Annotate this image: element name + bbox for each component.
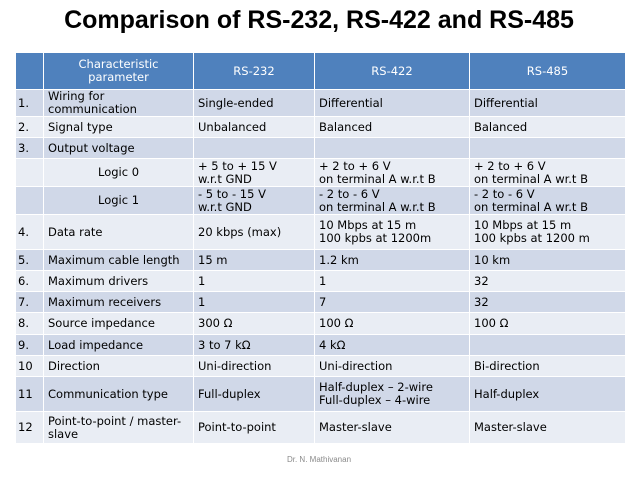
cell-rs232 xyxy=(194,117,315,138)
header-rs422: RS-422 xyxy=(315,53,470,90)
cell-text: Unbalanced xyxy=(198,119,267,134)
row-number: 1. xyxy=(16,90,44,117)
header-parameter-label: Characteristic parameter xyxy=(78,57,159,84)
cell-text: 7 xyxy=(319,294,327,309)
row-parameter: Direction xyxy=(44,356,194,377)
row-parameter: Maximum drivers xyxy=(44,271,194,292)
header-rs232: RS-232 xyxy=(194,53,315,90)
cell-rs232 xyxy=(194,412,315,444)
cell-rs422 xyxy=(315,90,470,117)
cell-text: w.r.t GND xyxy=(198,171,252,186)
cell-text: Uni-direction xyxy=(319,358,393,373)
cell-rs422 xyxy=(315,377,470,412)
row-parameter: Load impedance xyxy=(44,335,194,356)
author-credit: Dr. N. Mathivanan xyxy=(286,455,352,464)
page-title: Comparison of RS-232, RS-422 and RS-485 xyxy=(64,6,574,34)
table-row xyxy=(16,377,626,412)
row-number: 3. xyxy=(16,138,44,159)
cell-rs422 xyxy=(315,313,470,335)
cell-text: Half-duplex – 2-wire xyxy=(319,380,433,394)
cell-rs485 xyxy=(470,356,626,377)
cell-text: Single-ended xyxy=(198,95,274,110)
cell-text: on terminal A wr.t B xyxy=(474,171,588,186)
cell-text: Uni-direction xyxy=(198,358,272,373)
cell-text: 100 Ω xyxy=(474,316,509,330)
cell-rs485 xyxy=(470,335,626,356)
cell-text: 1 xyxy=(198,294,206,309)
cell-rs422 xyxy=(315,412,470,444)
cell-text: Bi-direction xyxy=(474,358,540,373)
row-parameter: Maximum receivers xyxy=(44,292,194,313)
row-parameter: Signal type xyxy=(44,117,194,138)
cell-rs485 xyxy=(470,377,626,412)
row-number: 2. xyxy=(16,117,44,138)
table-row xyxy=(16,215,626,250)
cell-rs422 xyxy=(315,356,470,377)
table-row xyxy=(16,292,626,313)
table-row xyxy=(16,356,626,377)
cell-text: Balanced xyxy=(474,119,528,134)
row-number: 12 xyxy=(16,412,44,444)
cell-rs422 xyxy=(315,187,470,215)
cell-rs232 xyxy=(194,271,315,292)
cell-text: 32 xyxy=(474,294,489,309)
table-header-row xyxy=(16,53,626,90)
cell-rs485 xyxy=(470,313,626,335)
cell-text: 20 kbps (max) xyxy=(198,224,282,239)
cell-rs422 xyxy=(315,117,470,138)
cell-text: 3 to 7 kΩ xyxy=(198,337,251,352)
table-row xyxy=(16,117,626,138)
table-row xyxy=(16,159,626,187)
cell-text: 4 kΩ xyxy=(319,337,346,352)
cell-text: + 2 to + 6 V xyxy=(319,158,391,173)
cell-rs485 xyxy=(470,292,626,313)
cell-rs422 xyxy=(315,215,470,250)
row-parameter: Communication type xyxy=(44,377,194,412)
row-parameter: Data rate xyxy=(44,215,194,250)
row-number xyxy=(16,159,44,187)
cell-rs232 xyxy=(194,377,315,412)
cell-text: Master-slave xyxy=(319,420,392,434)
cell-text: 32 xyxy=(474,273,489,288)
header-parameter xyxy=(44,53,194,90)
table-row xyxy=(16,250,626,271)
cell-text: on terminal A w.r.t B xyxy=(319,171,436,186)
cell-rs232 xyxy=(194,313,315,335)
cell-text: - 2 to - 6 V xyxy=(319,186,380,201)
cell-rs232 xyxy=(194,159,315,187)
cell-text: 100 Ω xyxy=(319,316,354,330)
row-parameter: Logic 0 xyxy=(44,159,194,187)
cell-text: Half-duplex xyxy=(474,386,540,401)
cell-text: 100 kpbs at 1200m xyxy=(319,231,432,245)
row-number: 7. xyxy=(16,292,44,313)
row-number: 9. xyxy=(16,335,44,356)
table-row xyxy=(16,138,626,159)
table-row xyxy=(16,90,626,117)
cell-rs485 xyxy=(470,271,626,292)
row-number xyxy=(16,187,44,215)
table-row xyxy=(16,313,626,335)
row-number: 6. xyxy=(16,271,44,292)
cell-rs485 xyxy=(470,215,626,250)
comparison-table xyxy=(15,52,626,444)
table-row xyxy=(16,335,626,356)
cell-text: + 2 to + 6 V xyxy=(474,158,546,173)
table-row xyxy=(16,271,626,292)
cell-rs232 xyxy=(194,356,315,377)
cell-rs422 xyxy=(315,335,470,356)
cell-text: Differential xyxy=(319,95,383,110)
cell-text: 1 xyxy=(198,273,206,288)
row-parameter: Logic 1 xyxy=(44,187,194,215)
cell-rs485 xyxy=(470,90,626,117)
cell-text: 100 kpbs at 1200 m xyxy=(474,231,590,245)
cell-rs485 xyxy=(470,159,626,187)
cell-rs232 xyxy=(194,335,315,356)
cell-text: 1 xyxy=(319,273,327,288)
cell-rs422 xyxy=(315,138,470,159)
cell-rs232 xyxy=(194,215,315,250)
cell-text: 10 Mbps at 15 m xyxy=(319,218,417,232)
cell-rs232 xyxy=(194,90,315,117)
cell-text: Differential xyxy=(474,95,538,110)
cell-text: Full-duplex xyxy=(198,386,261,401)
cell-text: + 5 to + 15 V xyxy=(198,158,277,173)
cell-rs485 xyxy=(470,412,626,444)
row-parameter: Output voltage xyxy=(44,138,194,159)
cell-rs422 xyxy=(315,250,470,271)
cell-text: Point-to-point xyxy=(198,420,276,434)
cell-text: 1.2 km xyxy=(319,252,359,267)
header-rs485: RS-485 xyxy=(470,53,626,90)
cell-rs232 xyxy=(194,187,315,215)
cell-rs485 xyxy=(470,250,626,271)
cell-rs485 xyxy=(470,138,626,159)
row-number: 5. xyxy=(16,250,44,271)
row-parameter: Maximum cable length xyxy=(44,250,194,271)
cell-text: - 5 to - 15 V xyxy=(198,186,266,201)
cell-rs422 xyxy=(315,159,470,187)
cell-text: - 2 to - 6 V xyxy=(474,186,535,201)
cell-text: 15 m xyxy=(198,252,228,267)
cell-text: on terminal A w.r.t B xyxy=(319,199,436,214)
table-row xyxy=(16,412,626,444)
row-number: 11 xyxy=(16,377,44,412)
row-number: 4. xyxy=(16,215,44,250)
table-row xyxy=(16,187,626,215)
row-parameter: Wiring for communication xyxy=(44,90,194,117)
cell-rs232 xyxy=(194,250,315,271)
cell-text: Master-slave xyxy=(474,420,547,434)
row-parameter: Point-to-point / master-slave xyxy=(44,412,194,444)
header-no xyxy=(16,53,44,90)
cell-text: 10 Mbps at 15 m xyxy=(474,218,572,232)
cell-text: Full-duplex – 4-wire xyxy=(319,393,431,407)
row-parameter: Source impedance xyxy=(44,313,194,335)
row-number: 10 xyxy=(16,356,44,377)
cell-text: 10 km xyxy=(474,252,511,267)
cell-rs232 xyxy=(194,138,315,159)
cell-rs422 xyxy=(315,292,470,313)
cell-text: Balanced xyxy=(319,119,373,134)
cell-rs422 xyxy=(315,271,470,292)
cell-text: w.r.t GND xyxy=(198,199,252,214)
cell-rs232 xyxy=(194,292,315,313)
cell-text: 300 Ω xyxy=(198,316,233,330)
cell-text: on terminal A wr.t B xyxy=(474,199,588,214)
row-number: 8. xyxy=(16,313,44,335)
cell-rs485 xyxy=(470,117,626,138)
cell-rs485 xyxy=(470,187,626,215)
